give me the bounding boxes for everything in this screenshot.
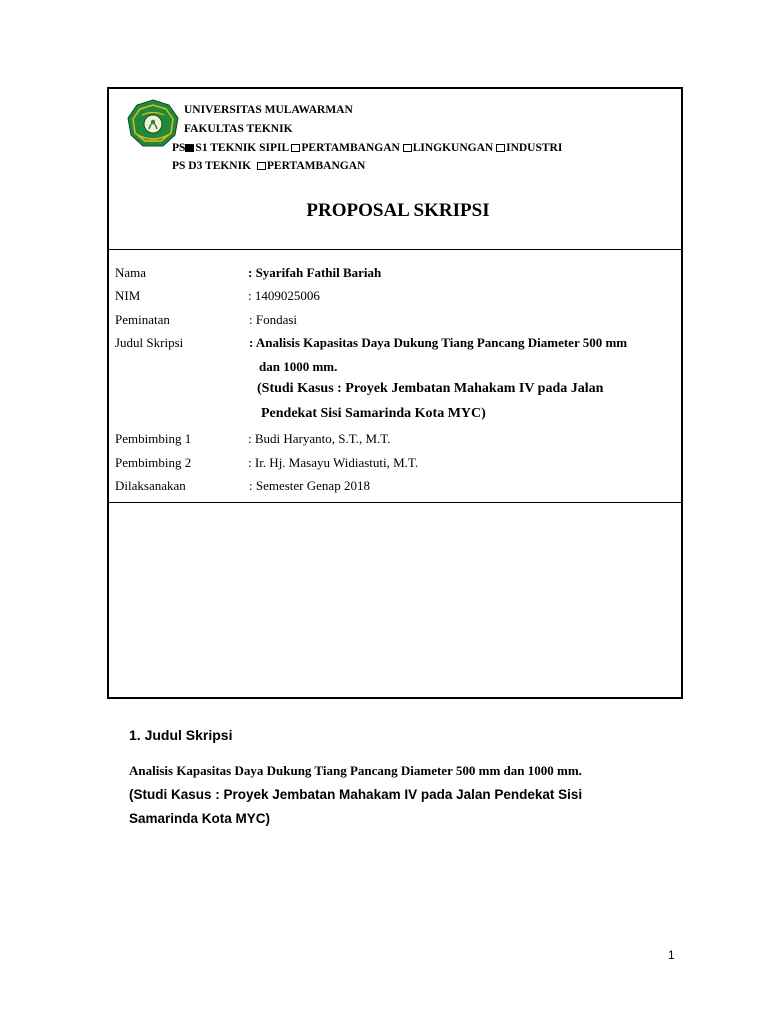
pembimbing-1-value: : Budi Haryanto, S.T., M.T. — [248, 431, 391, 446]
ps-s1-row — [172, 142, 562, 154]
pembimbing-2-value: : Ir. Hj. Masayu Widiastuti, M.T. — [248, 455, 419, 470]
dilaksanakan-value: : Semester Genap 2018 — [249, 478, 370, 493]
opt-industri: INDUSTRI — [506, 142, 563, 154]
checkbox-s1-checked-icon[interactable] — [185, 144, 194, 152]
s1-label: S1 TEKNIK SIPIL — [195, 142, 289, 154]
page-number: 1 — [668, 948, 675, 962]
opt-lingkungan: LINGKUNGAN — [412, 142, 494, 154]
faculty-name: FAKULTAS TEKNIK — [184, 123, 293, 135]
judul-label: Judul Skripsi — [115, 335, 184, 350]
section-1-heading: 1. Judul Skripsi — [129, 727, 233, 743]
pembimbing-1-label: Pembimbing 1 — [115, 431, 192, 446]
peminatan-label: Peminatan — [115, 312, 170, 327]
d3-label: PS D3 TEKNIK — [172, 160, 252, 172]
nama-value: : Syarifah Fathil Bariah — [248, 265, 382, 280]
checkbox-lingkungan-icon[interactable] — [403, 144, 412, 152]
checkbox-pertambangan-icon[interactable] — [291, 144, 300, 152]
section-1-line-2: (Studi Kasus : Proyek Jembatan Mahakam IV pada Jalan Pendekat Sisi — [129, 787, 583, 802]
university-name: UNIVERSITAS MULAWARMAN — [184, 104, 353, 116]
d3-pertambangan: PERTAMBANGAN — [266, 160, 366, 172]
nim-value: : 1409025006 — [248, 288, 320, 303]
ps-prefix: PS — [172, 142, 186, 154]
judul-line-3: (Studi Kasus : Proyek Jembatan Mahakam IV pada Jalan — [257, 381, 604, 396]
nama-label: Nama — [115, 265, 147, 280]
section-1-line-3: Samarinda Kota MYC) — [129, 811, 271, 826]
peminatan-value: : Fondasi — [249, 312, 298, 327]
checkbox-d3-pertambangan-icon[interactable] — [257, 162, 266, 170]
opt-pertambangan: PERTAMBANGAN — [301, 142, 400, 154]
pembimbing-2-label: Pembimbing 2 — [115, 455, 192, 470]
section-1-line-1: Analisis Kapasitas Daya Dukung Tiang Pancang Diameter 500 mm dan 1000 mm. — [129, 763, 582, 778]
judul-line-2: dan 1000 mm. — [259, 359, 338, 374]
judul-line-1: : Analisis Kapasitas Daya Dukung Tiang Pancang Diameter 500 mm — [249, 335, 628, 350]
ps-d3-row — [172, 160, 365, 172]
nim-label: NIM — [115, 288, 141, 303]
document-title: PROPOSAL SKRIPSI — [306, 200, 490, 221]
header-divider — [109, 249, 681, 250]
checkbox-industri-icon[interactable] — [496, 144, 505, 152]
dilaksanakan-label: Dilaksanakan — [115, 478, 186, 493]
judul-line-4: Pendekat Sisi Samarinda Kota MYC) — [261, 406, 486, 421]
info-divider — [109, 502, 681, 503]
